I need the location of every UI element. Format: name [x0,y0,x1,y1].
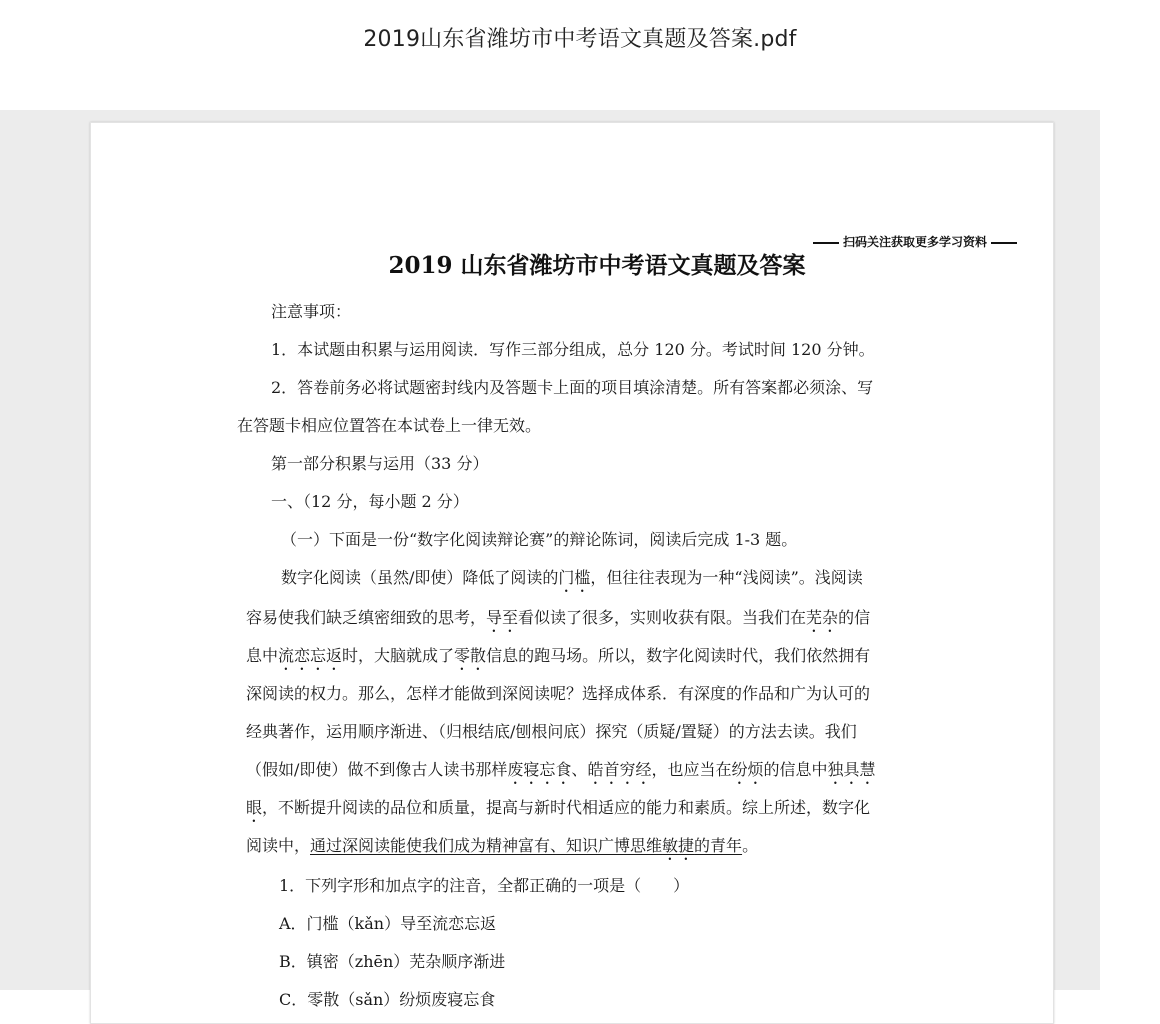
passage-text: ，不断提升阅读的品位和质量，提高与新时代相适应的能力和素质。综上所述，数字化 [262,798,871,817]
passage-line-8 [246,833,758,864]
passage-line-5: 经典著作，运用顺序渐进、（归根结底/刨根问底）探究（质疑/置疑）的方法去读。我们 [246,722,857,741]
pdf-viewer[interactable] [0,110,1100,1009]
dotted-word: 流恋忘返 [278,646,343,665]
dotted-word: 门槛 [558,568,591,587]
passage-line-7 [246,795,870,826]
part-one-heading: 第一部分积累与运用（33 分） [271,454,489,473]
qr-note-text: 扫码关注获取更多学习资料 [843,235,988,249]
dotted-word: 导至 [486,608,519,627]
passage-line-1 [281,565,863,596]
dotted-word: 独具慧 [827,760,876,779]
exam-heading: 2019 山东省潍坊市中考语文真题及答案 [388,252,806,279]
document-title: 2019山东省潍坊市中考语文真题及答案.pdf [363,27,797,52]
passage-text: 信息的跑马场。所以，数字化阅读时代，我们依然拥有 [486,646,871,665]
passage-text: 容易使我们缺乏缜密细致的思考， [246,608,487,627]
notice-title: 注意事项： [271,302,352,321]
dotted-word: 芜杂 [806,608,839,627]
notice-item-1: 1．本试题由积累与运用阅读．写作三部分组成，总分 120 分。考试时间 120 分钟。 [271,340,875,359]
passage-line-4: 深阅读的权力。那么，怎样才能做到深阅读呢？选择成体系．有深度的作品和广为认可的 [246,684,871,703]
option-a: A．门槛（kǎn）导至流恋忘返 [279,914,497,933]
passage-text: 息中 [246,646,279,665]
rule-right [991,242,1017,244]
passage-text: （假如/即使）做不到像古人读书那样 [246,760,508,779]
underlined-text: 的青年 [694,836,743,855]
passage-text: 看似读了很多，实则收获有限。当我们在 [518,608,807,627]
passage-text: 。 [742,836,759,855]
passage-text: ，也应当在 [651,760,732,779]
passage-line-2 [246,605,870,636]
subsection-one-intro: （一）下面是一份“数字化阅读辩论赛”的辩论陈词，阅读后完成 1-3 题。 [281,530,798,549]
passage-text: 数字化阅读（虽然/即使）降低了阅读的 [281,568,559,587]
passage-line-6 [246,757,876,788]
notice-item-2-line-1: 2．答卷前务必将试题密封线内及答题卡上面的项目填涂清楚。所有答案都必须涂、写 [271,378,874,397]
dotted-word: 废寝忘食 [507,760,572,779]
passage-text: 的信 [838,608,871,627]
passage-text: ，但往往表现为一种“浅阅读”。浅阅读 [590,568,863,587]
passage-line-3 [246,643,870,674]
underlined-text: 通过深阅读能使我们成为精神富有、知识广博思维 [310,836,663,855]
dotted-word: 皓首穷经 [587,760,652,779]
option-c: C．零散（sǎn）纷烦废寝忘食 [279,990,496,1009]
option-b: B．镇密（zhēn）芜杂顺序渐进 [279,952,506,971]
dotted-word: 敏捷 [662,836,695,855]
passage-text: 时，大脑就成了 [342,646,455,665]
dotted-word: 零散 [454,646,487,665]
title-bar [0,0,1100,110]
passage-text: 的信息中 [763,760,828,779]
dotted-word: 纷烦 [731,760,764,779]
question-1: 1．下列字形和加点字的注音，全都正确的一项是（ ） [279,876,690,895]
dotted-word: 眼 [246,798,263,817]
underlined-sentence [310,836,742,855]
section-one-heading: 一、（12 分，每小题 2 分） [271,492,469,511]
pdf-page [90,122,1054,1024]
rule-left [813,242,839,244]
passage-text: 阅读中， [246,836,311,855]
passage-text: 、 [571,760,588,779]
notice-item-2-line-2: 在答题卡相应位置答在本试卷上一律无效。 [237,416,542,435]
